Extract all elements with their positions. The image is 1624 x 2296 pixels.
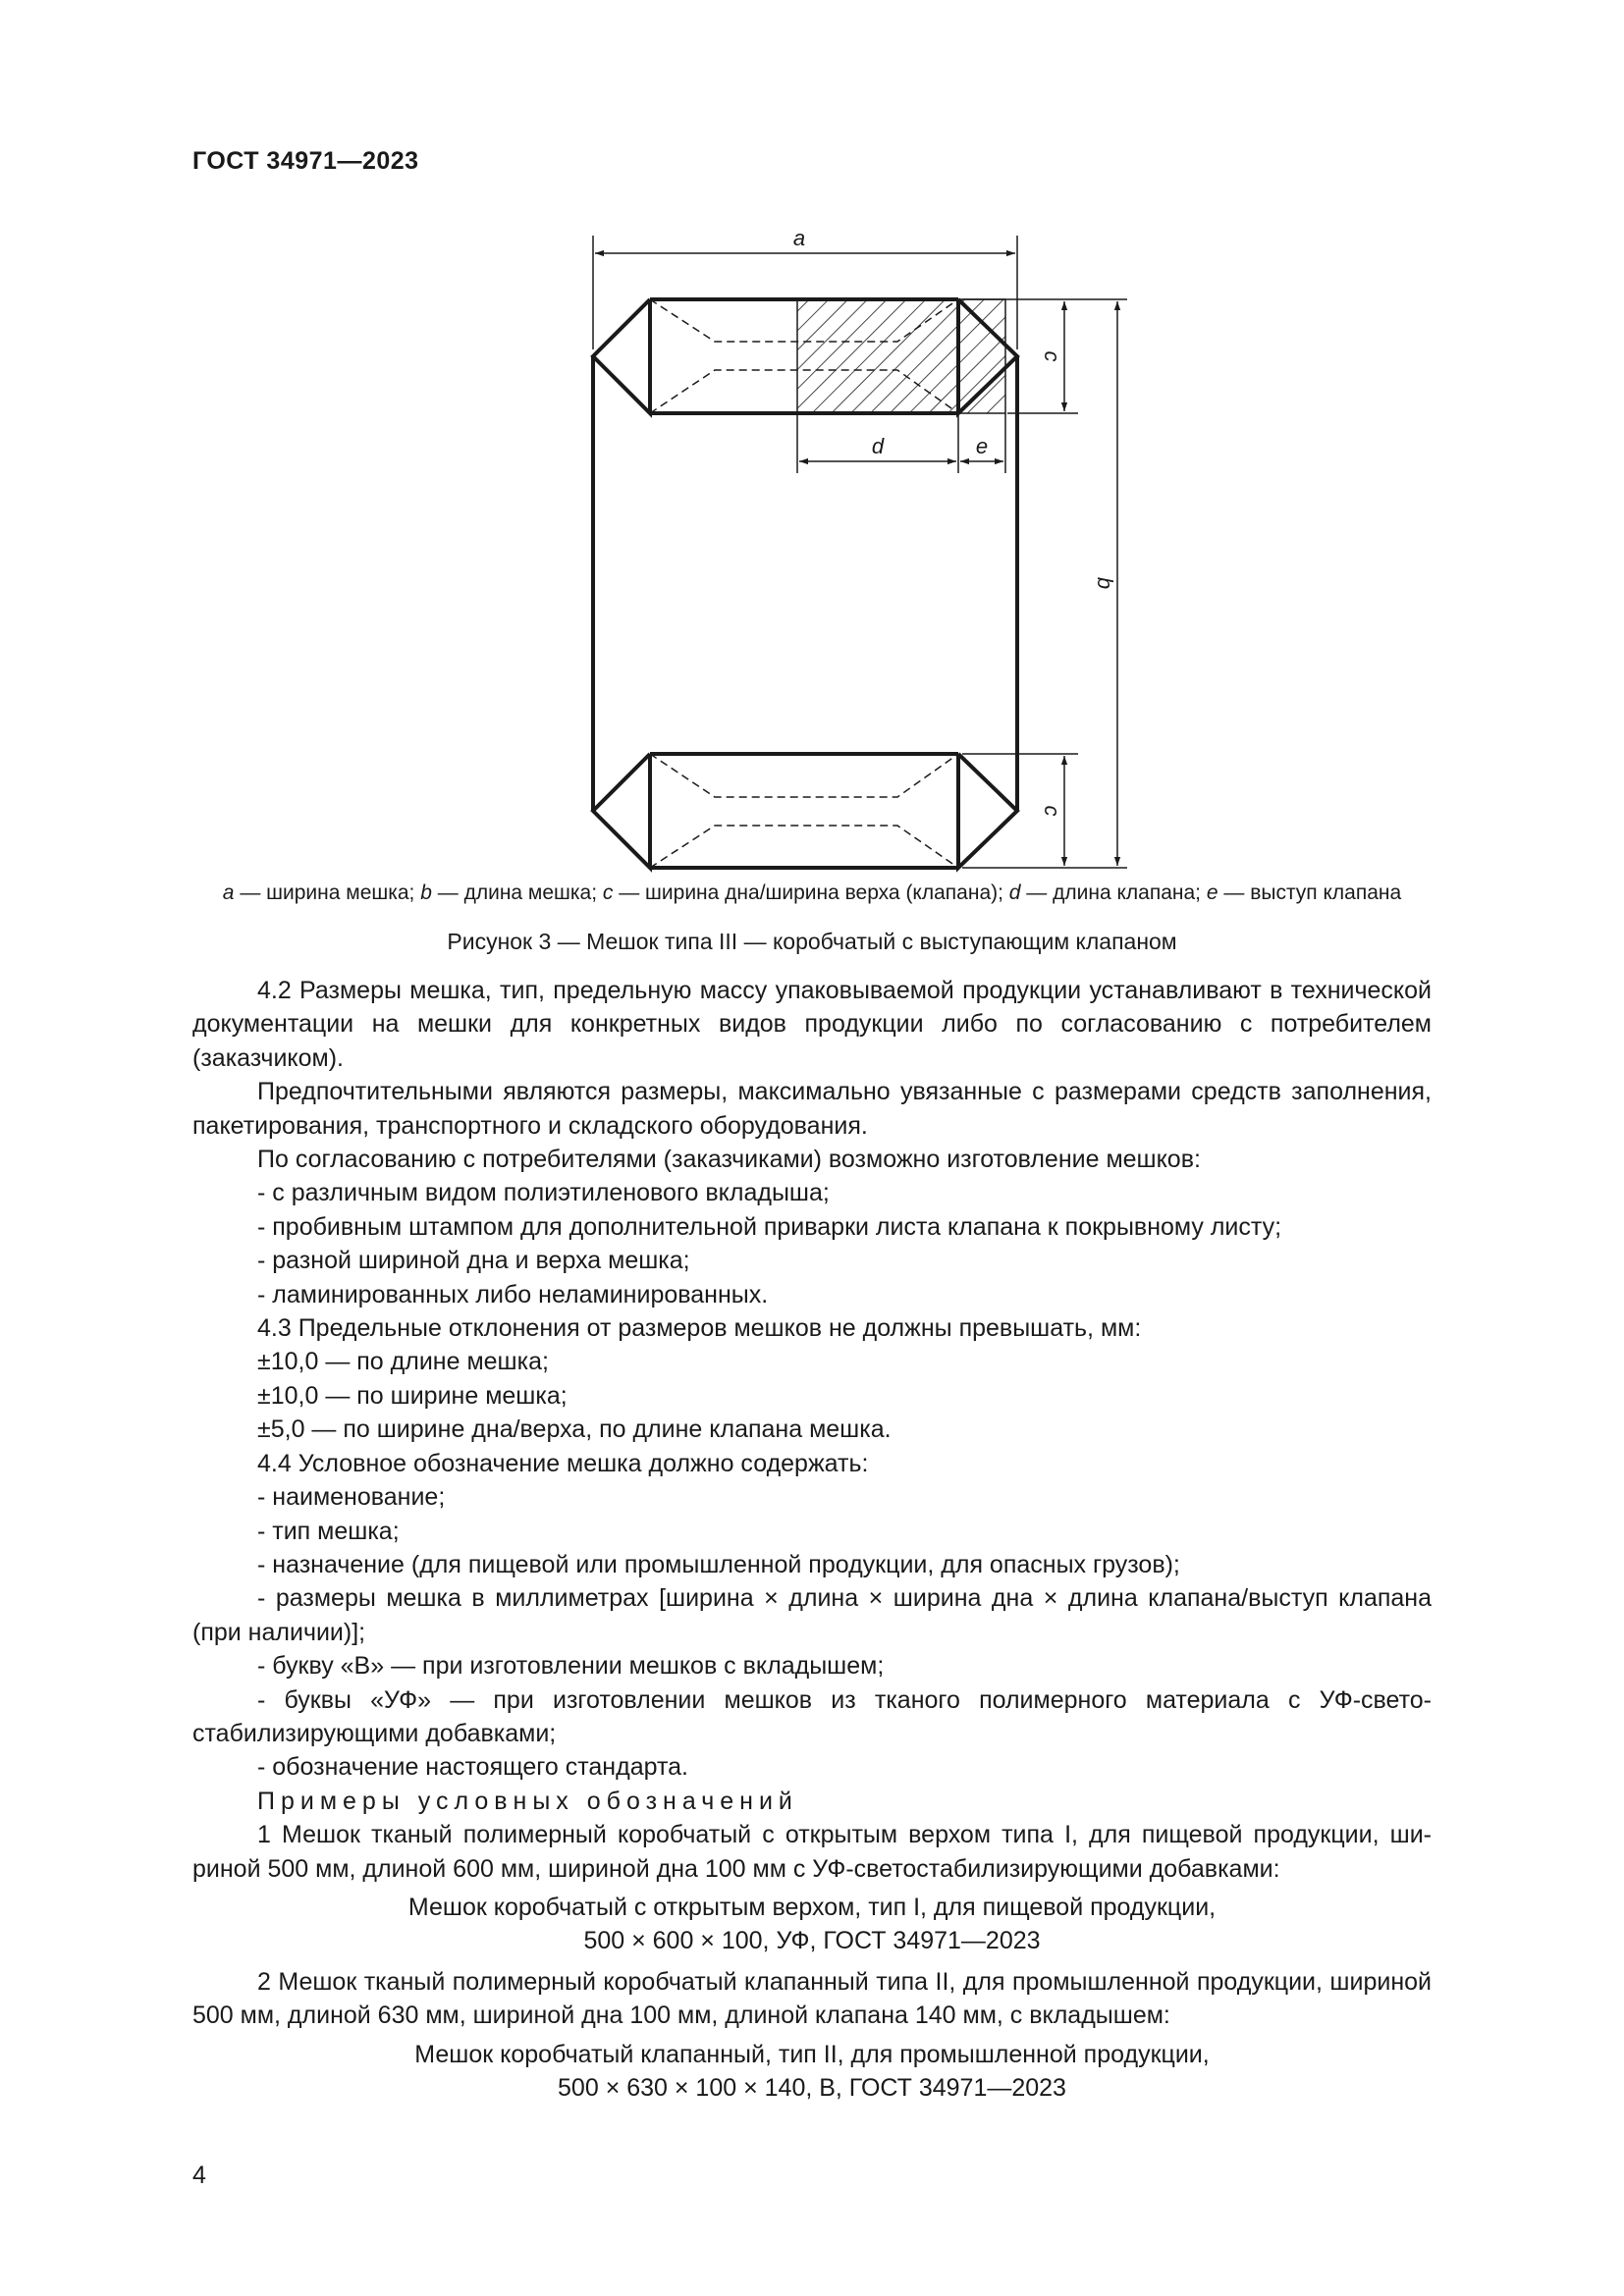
- figure-caption: Рисунок 3 — Мешок типа III — коробчатый с выступающим клапаном: [447, 929, 1177, 954]
- dimension-a-label: a: [792, 226, 806, 250]
- legend-symbol-a: a: [222, 881, 235, 904]
- list-item: - размеры мешка в миллиметрах [ширина × длина × ширина дна × длина клапана/выступ клапана (при наличии)];: [192, 1584, 1432, 1646]
- document-header: ГОСТ 34971—2023: [192, 147, 419, 175]
- example-1-line-2: 500 × 600 × 100, УФ, ГОСТ 34971—2023: [583, 1927, 1041, 1955]
- paragraph-4-2: 4.2 Размеры мешка, тип, предельную массу упаковываемой продукции устанавливают в технической документации на мешки для конкретных видов продукции либо по согласованию с потребителем (заказчиком).: [192, 977, 1432, 1072]
- dimension-b-label: b: [1093, 576, 1117, 590]
- list-item: - назначение (для пищевой или промышленной продукции, для опасных грузов);: [257, 1550, 1180, 1578]
- figure-legend: [147, 881, 1477, 905]
- legend-symbol-c: c: [602, 881, 614, 904]
- legend-symbol-b: b: [420, 881, 432, 904]
- examples-heading: Примеры условных обозначений: [257, 1787, 798, 1815]
- legend-text-e: — выступ клапана: [1218, 881, 1402, 904]
- list-item: - букву «В» — при изготовлении мешков с вкладышем;: [257, 1652, 885, 1681]
- paragraph-preferred-sizes: Предпочтительными являются размеры, максимально увязанные с размерами средств заполнения, пакетирования, транспортного и складского оборудования.: [192, 1078, 1432, 1140]
- example-1-text: 1 Мешок тканый полимерный коробчатый с открытым верхом типа I, для пищевой продукции, шириной 500 мм, длиной 600 мм, шириной дна 100 мм с УФ-светостабилизирующими добавками:: [192, 1821, 1432, 1883]
- tolerance-item: ±10,0 — по ширине мешка;: [257, 1381, 568, 1410]
- list-item: - наименование;: [257, 1483, 446, 1512]
- list-item: - тип мешка;: [257, 1517, 400, 1545]
- tolerance-item: ±10,0 — по длине мешка;: [257, 1348, 549, 1376]
- legend-symbol-d: d: [1008, 881, 1021, 904]
- paragraph-4-4: 4.4 Условное обозначение мешка должно содержать:: [257, 1449, 869, 1477]
- dimension-c-top-label: c: [1040, 350, 1064, 362]
- example-2-text: 2 Мешок тканый полимерный коробчатый клапанный типа II, для промышленной продукции, шириной 500 мм, длиной 630 мм, шириной дна 100 мм, длиной клапана 140 мм, с вкладышем:: [192, 1967, 1432, 2030]
- legend-text-b: — длина мешка;: [431, 881, 603, 904]
- dimension-d-label: d: [871, 434, 885, 458]
- list-item: - пробивным штампом для дополнительной приварки листа клапана к покрывному листу;: [257, 1212, 1282, 1241]
- legend-text-c: — ширина дна/ширина верха (клапана);: [613, 881, 1009, 904]
- paragraph-agreement: По согласованию с потребителями (заказчиками) возможно изготовление мешков:: [257, 1146, 1201, 1174]
- example-2-line-2: 500 × 630 × 100 × 140, В, ГОСТ 34971—2023: [558, 2074, 1066, 2102]
- example-1-line-1: Мешок коробчатый с открытым верхом, тип I, для пищевой продукции,: [407, 1893, 1217, 1921]
- legend-symbol-e: e: [1206, 881, 1218, 904]
- list-item: - обозначение настоящего стандарта.: [257, 1753, 688, 1782]
- legend-text-d: — длина клапана;: [1020, 881, 1207, 904]
- example-2-line-1: Мешок коробчатый клапанный, тип II, для промышленной продукции,: [414, 2040, 1210, 2068]
- list-item: - с различным видом полиэтиленового вкладыша;: [257, 1179, 830, 1207]
- dimension-c-bottom-label: c: [1040, 805, 1064, 817]
- list-item: - буквы «УФ» — при изготовлении мешков из тканого полимерного материала с УФ-светостабилизирующими добавками;: [192, 1685, 1432, 1747]
- example-2-designation: [192, 2038, 1432, 2106]
- document-body: [192, 974, 1432, 2111]
- list-item: - ламинированных либо неламинированных.: [257, 1280, 769, 1308]
- dimension-d-e: [797, 413, 1005, 473]
- list-item: - разной шириной дна и верха мешка;: [257, 1247, 690, 1275]
- tolerance-item: ±5,0 — по ширине дна/верха, по длине клапана мешка.: [257, 1415, 892, 1444]
- bag-type-iii-drawing: [0, 0, 1624, 883]
- dimension-e-label: e: [975, 434, 989, 458]
- page-number: 4: [192, 2162, 206, 2189]
- example-1-designation: [192, 1891, 1432, 1958]
- legend-text-a: — ширина мешка;: [234, 881, 421, 904]
- paragraph-4-3: 4.3 Предельные отклонения от размеров мешков не должны превышать, мм:: [257, 1314, 1142, 1343]
